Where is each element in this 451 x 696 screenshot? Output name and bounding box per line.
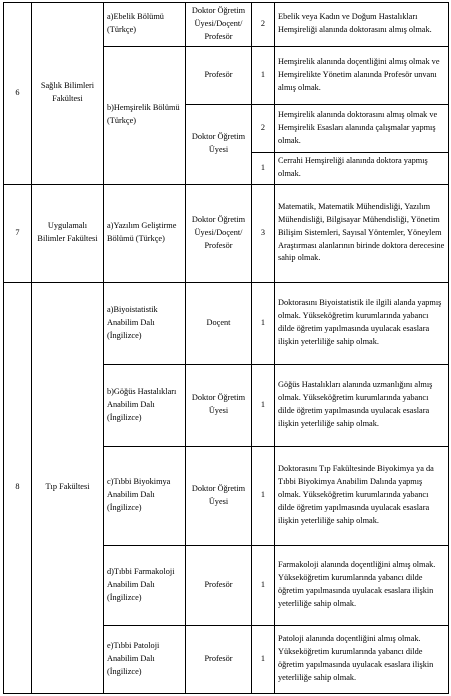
academic-title: Doktor Öğretim Üyesi [186,104,252,184]
department-name: a)Yazılım Geliştirme Bölümü (Türkçe) [104,184,186,282]
academic-title: Doktor Öğretim Üyesi [186,364,252,446]
department-name: c)Tıbbi Biyokimya Anabilim Dalı (İngilizce) [104,446,186,545]
academic-title: Doçent [186,282,252,364]
position-count: 1 [252,364,275,446]
department-name: d)Tıbbi Farmakoloji Anabilim Dalı (İngilizce) [104,545,186,625]
position-count: 1 [252,625,275,693]
table-row [4,184,449,282]
department-name: a)Biyoistatistik Anabilim Dalı (İngilizce) [104,282,186,364]
faculty-name: Uygulamalı Bilimler Fakültesi [32,184,104,282]
academic-title: Profesör [186,46,252,104]
academic-title: Doktor Öğretim Üyesi/Doçent/ Profesör [186,184,252,282]
row-number: 6 [4,3,32,185]
requirement-text: Doktorasını Tıp Fakültesinde Biyokimya ya da Tıbbi Biyokimya Anabilim Dalında yapmış olmak. Yükseköğretim kurumlarında yabancı dilde öğretim yapılmasında uyulacak esaslara ilişkin yeterliliğe sahip olmak. [275,446,449,545]
row-number: 7 [4,184,32,282]
position-count: 2 [252,104,275,152]
requirement-text: Patoloji alanında doçentliğini almış olmak. Yükseköğretim kurumlarında yabancı dilde öğretim yapılmasında uyulacak esaslara ilişkin yeterliliğe sahip olmak. [275,625,449,693]
requirement-text: Hemşirelik alanında doktorasını almış olmak ve Hemşirelik Esasları alanında çalışmalar yapmış olmak. [275,104,449,152]
requirement-text: Matematik, Matematik Mühendisliği, Yazılım Mühendisliği, Bilgisayar Mühendisliği, Yönetim Bilişim Sistemleri, Sayısal Yöntemler, Yöneylem Araştırması alanlarının birinde doktora derecesine sahip olmak. [275,184,449,282]
position-count: 1 [252,545,275,625]
position-count: 3 [252,184,275,282]
requirement-text: Cerrahi Hemşireliği alanında doktora yapmış olmak. [275,152,449,184]
faculty-name: Sağlık Bilimleri Fakültesi [32,3,104,185]
requirement-text: Doktorasını Biyoistatistik ile ilgili alanda yapmış olmak. Yükseköğretim kurumlarında yabancı dilde öğretim yapılmasında uyulacak esaslara ilişkin yeterliliğe sahip olmak. [275,282,449,364]
requirement-text: Ebelik veya Kadın ve Doğum Hastalıkları Hemşireliği alanında doktorasını almış olmak. [275,3,449,47]
position-count: 1 [252,446,275,545]
position-count: 1 [252,152,275,184]
faculty-name: Tıp Fakültesi [32,282,104,693]
table-row [4,282,449,364]
academic-title: Doktor Öğretim Üyesi [186,446,252,545]
table-row [4,3,449,47]
department-name: e)Tıbbi Patoloji Anabilim Dalı (İngilizce) [104,625,186,693]
academic-title: Profesör [186,625,252,693]
faculty-positions-table [3,2,449,694]
requirement-text: Hemşirelik alanında doçentliğini almış olmak ve Hemşirelikte Yönetim alanında Profesör unvanı almış olmak. [275,46,449,104]
department-name: a)Ebelik Bölümü (Türkçe) [104,3,186,47]
row-number: 8 [4,282,32,693]
position-count: 1 [252,46,275,104]
requirement-text: Göğüs Hastalıkları alanında uzmanlığını almış olmak. Yükseköğretim kurumlarında yabancı dilde öğretim yapılmasında uyulacak esaslara ilişkin yeterliliğe sahip olmak. [275,364,449,446]
requirement-text: Farmakoloji alanında doçentliğini almış olmak. Yükseköğretim kurumlarında yabancı dilde öğretim yapılmasında uyulacak esaslara ilişkin yeterliliğe sahip olmak. [275,545,449,625]
position-count: 1 [252,282,275,364]
department-name: b)Hemşirelik Bölümü (Türkçe) [104,46,186,184]
position-count: 2 [252,3,275,47]
academic-title: Profesör [186,545,252,625]
academic-title: Doktor Öğretim Üyesi/Doçent/ Profesör [186,3,252,47]
department-name: b)Göğüs Hastalıkları Anabilim Dalı (İngilizce) [104,364,186,446]
